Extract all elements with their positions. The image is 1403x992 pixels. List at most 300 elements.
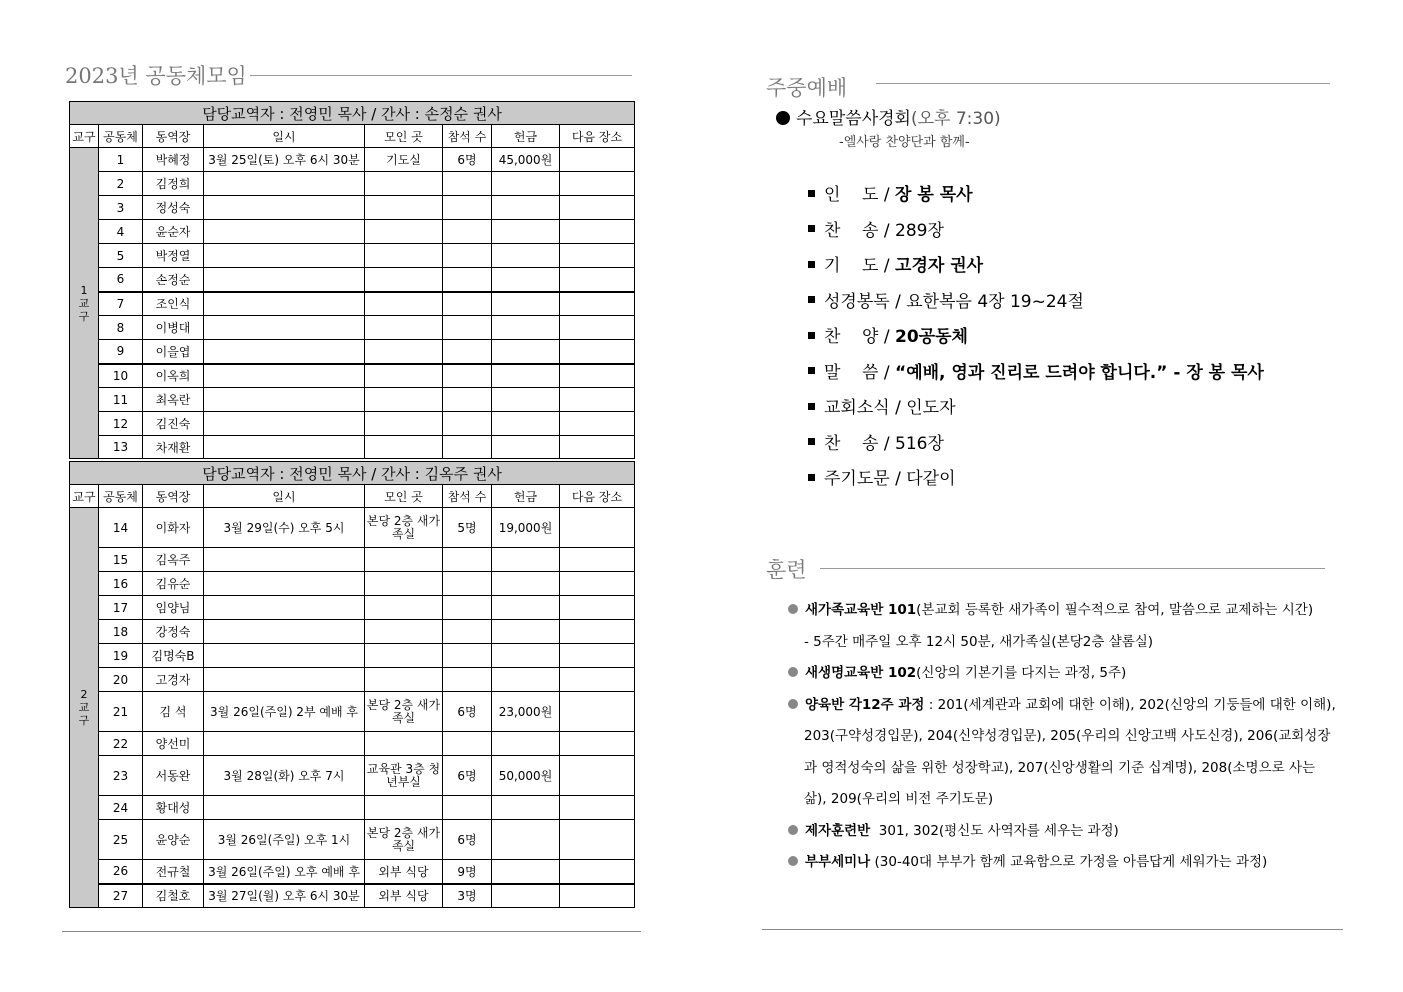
- next-place-cell: [560, 220, 635, 244]
- order-value: 289장: [895, 220, 944, 241]
- datetime-cell: 3월 26일(주일) 오후 예배 후: [204, 860, 365, 884]
- attendance-cell: [443, 172, 492, 196]
- leader-cell: 조인식: [143, 292, 204, 316]
- attendance-cell: [443, 644, 492, 668]
- training-line: [788, 690, 1336, 722]
- community-cell: 15: [99, 548, 143, 572]
- table-row: [70, 364, 635, 388]
- group2-title: 담당교역자 : 전영민 목사 / 간사 : 김옥주 권사: [70, 462, 635, 485]
- offering-cell: [492, 796, 560, 820]
- square-bullet-icon: [808, 261, 815, 268]
- attendance-cell: [443, 412, 492, 436]
- datetime-cell: [204, 436, 365, 459]
- offering-cell: [492, 596, 560, 620]
- attendance-cell: [443, 364, 492, 388]
- datetime-cell: [204, 196, 365, 220]
- training-line: [788, 721, 1331, 753]
- order-separator: /: [878, 220, 896, 241]
- order-value: 인도자: [906, 398, 956, 418]
- datetime-cell: 3월 28일(화) 오후 7시: [204, 756, 365, 796]
- region-label: 2 교 구: [70, 508, 99, 908]
- community-cell: 5: [99, 244, 143, 268]
- offering-cell: [492, 364, 560, 388]
- place-cell: [365, 572, 443, 596]
- table-row: [70, 644, 635, 668]
- datetime-cell: [204, 388, 365, 412]
- order-separator: /: [878, 433, 896, 454]
- leader-cell: 전규철: [143, 860, 204, 884]
- attendance-cell: [443, 548, 492, 572]
- attendance-cell: 5명: [443, 508, 492, 548]
- order-label: 말 씀: [824, 362, 879, 383]
- community-cell: 8: [99, 316, 143, 340]
- offering-cell: [492, 620, 560, 644]
- attendance-cell: [443, 340, 492, 364]
- offering-cell: [492, 220, 560, 244]
- place-cell: [365, 548, 443, 572]
- worship-order-item: [808, 322, 1264, 358]
- square-bullet-icon: [808, 190, 815, 197]
- order-value: 장 봉 목사: [895, 185, 973, 205]
- offering-cell: [492, 884, 560, 908]
- leader-cell: 이화자: [143, 508, 204, 548]
- attendance-cell: [443, 436, 492, 459]
- leader-cell: 김정희: [143, 172, 204, 196]
- community-cell: 2: [99, 172, 143, 196]
- place-cell: [365, 620, 443, 644]
- datetime-cell: [204, 220, 365, 244]
- next-place-cell: [560, 668, 635, 692]
- datetime-cell: [204, 340, 365, 364]
- square-bullet-icon: [808, 332, 815, 339]
- datetime-cell: [204, 548, 365, 572]
- order-label: 찬 송: [824, 433, 879, 454]
- leader-cell: 서동완: [143, 756, 204, 796]
- leader-cell: 고경자: [143, 668, 204, 692]
- community-cell: 3: [99, 196, 143, 220]
- attendance-cell: 6명: [443, 820, 492, 860]
- order-label: 교회소식: [824, 398, 890, 418]
- table-row: [70, 220, 635, 244]
- leader-cell: 차재환: [143, 436, 204, 459]
- offering-cell: [492, 316, 560, 340]
- place-cell: [365, 244, 443, 268]
- worship-section-title: 주중예배: [766, 76, 848, 100]
- datetime-cell: [204, 412, 365, 436]
- col-header-community: 공동체: [99, 485, 143, 508]
- leader-cell: 황대성: [143, 796, 204, 820]
- next-place-cell: [560, 388, 635, 412]
- leader-cell: 김옥주: [143, 548, 204, 572]
- worship-name: 수요말씀사경회: [796, 109, 911, 129]
- training-line: [788, 753, 1318, 785]
- leader-cell: 김명숙B: [143, 644, 204, 668]
- training-line: [788, 595, 1318, 627]
- worship-order-item: [808, 180, 1264, 216]
- next-place-cell: [560, 508, 635, 548]
- table-row: [70, 172, 635, 196]
- bullet-icon: [788, 667, 798, 677]
- col-header-leader: 동역장: [143, 485, 204, 508]
- order-label: 기 도: [824, 256, 879, 276]
- training-course-detail: 삶), 209(우리의 비전 주기도문): [804, 791, 994, 807]
- place-cell: 본당 2층 새가족실: [365, 692, 443, 732]
- training-line: [788, 847, 1318, 879]
- order-separator: /: [878, 256, 896, 276]
- training-section-title: 훈련: [766, 558, 807, 582]
- bullet-icon: [788, 856, 798, 866]
- training-course-name: 양육반 각12주 과정: [805, 696, 925, 713]
- table-row: [70, 548, 635, 572]
- attendance-cell: 6명: [443, 148, 492, 172]
- training-line: [788, 784, 1318, 816]
- datetime-cell: [204, 364, 365, 388]
- worship-title-rule: [876, 83, 1330, 84]
- attendance-cell: [443, 796, 492, 820]
- community-cell: 21: [99, 692, 143, 732]
- community-cell: 27: [99, 884, 143, 908]
- offering-cell: [492, 244, 560, 268]
- order-value: 20공동체: [895, 327, 968, 347]
- place-cell: 기도실: [365, 148, 443, 172]
- attendance-cell: [443, 596, 492, 620]
- table-row: [70, 340, 635, 364]
- place-cell: [365, 220, 443, 244]
- community-cell: 24: [99, 796, 143, 820]
- order-separator: /: [878, 327, 896, 347]
- next-place-cell: [560, 196, 635, 220]
- community-cell: 25: [99, 820, 143, 860]
- leader-cell: 박정열: [143, 244, 204, 268]
- offering-cell: [492, 436, 560, 459]
- region-label: 1 교 구: [70, 148, 99, 459]
- datetime-cell: 3월 26일(주일) 2부 예배 후: [204, 692, 365, 732]
- order-value: 516장: [895, 433, 944, 454]
- attendance-cell: [443, 292, 492, 316]
- datetime-cell: [204, 244, 365, 268]
- order-separator: /: [889, 398, 907, 418]
- worship-subtitle: -엘사랑 찬양단과 함께-: [839, 135, 970, 150]
- datetime-cell: [204, 796, 365, 820]
- leader-cell: 윤순자: [143, 220, 204, 244]
- community-cell: 13: [99, 436, 143, 459]
- square-bullet-icon: [808, 403, 815, 410]
- community-cell: 7: [99, 292, 143, 316]
- datetime-cell: [204, 268, 365, 292]
- leader-cell: 손정순: [143, 268, 204, 292]
- community-cell: 18: [99, 620, 143, 644]
- table-row: [70, 820, 635, 860]
- table-row: [70, 596, 635, 620]
- place-cell: [365, 436, 443, 459]
- order-value: “예배, 영과 진리로 드려야 합니다.” - 장 봉 목사: [895, 362, 1264, 383]
- next-place-cell: [560, 620, 635, 644]
- offering-cell: [492, 548, 560, 572]
- square-bullet-icon: [808, 438, 815, 445]
- col-header-community: 공동체: [99, 125, 143, 148]
- next-place-cell: [560, 860, 635, 884]
- offering-cell: 23,000원: [492, 692, 560, 732]
- place-cell: 본당 2층 새가족실: [365, 820, 443, 860]
- offering-cell: [492, 572, 560, 596]
- training-course-detail: - 5주간 매주일 오후 12시 50분, 새가족실(본당2층 샬롬실): [804, 633, 1154, 650]
- place-cell: [365, 388, 443, 412]
- worship-order-item: [808, 216, 1264, 252]
- leader-cell: 이병대: [143, 316, 204, 340]
- datetime-cell: [204, 668, 365, 692]
- order-label: 찬 양: [824, 327, 879, 347]
- place-cell: 외부 식당: [365, 884, 443, 908]
- community-cell: 16: [99, 572, 143, 596]
- next-place-cell: [560, 340, 635, 364]
- training-line: [788, 658, 1318, 690]
- next-place-cell: [560, 364, 635, 388]
- worship-block: [776, 104, 1001, 150]
- leader-cell: 양선미: [143, 732, 204, 756]
- datetime-cell: [204, 172, 365, 196]
- worship-order-item: [808, 393, 1264, 429]
- training-course-detail: : 201(세계관과 교회에 대한 이해), 202(신앙의 기둥들에 대한 이해),: [924, 696, 1336, 713]
- table-row: [70, 692, 635, 732]
- attendance-cell: [443, 220, 492, 244]
- place-cell: [365, 796, 443, 820]
- community-cell: 4: [99, 220, 143, 244]
- order-value: 요한복음 4장 19~24절: [906, 291, 1084, 312]
- training-course-detail: 203(구약성경입문), 204(신약성경입문), 205(우리의 신앙고백 사도신경), 206(교회성장: [804, 728, 1331, 744]
- offering-cell: [492, 860, 560, 884]
- order-separator: /: [878, 185, 896, 205]
- worship-order-item: [808, 287, 1264, 323]
- next-place-cell: [560, 732, 635, 756]
- next-place-cell: [560, 268, 635, 292]
- place-cell: [365, 596, 443, 620]
- col-header-region: 교구: [70, 125, 99, 148]
- attendance-cell: 6명: [443, 756, 492, 796]
- leader-cell: 이옥희: [143, 364, 204, 388]
- attendance-cell: [443, 388, 492, 412]
- offering-cell: [492, 340, 560, 364]
- offering-cell: [492, 668, 560, 692]
- training-course-detail: (본교회 등록한 새가족이 필수적으로 참여, 말씀으로 교제하는 시간): [916, 602, 1314, 618]
- worship-time: (오후 7:30): [910, 109, 1001, 129]
- square-bullet-icon: [808, 474, 815, 481]
- table-row: [70, 316, 635, 340]
- place-cell: 외부 식당: [365, 860, 443, 884]
- datetime-cell: 3월 27일(월) 오후 6시 30분: [204, 884, 365, 908]
- place-cell: [365, 316, 443, 340]
- next-place-cell: [560, 412, 635, 436]
- place-cell: [365, 340, 443, 364]
- offering-cell: 50,000원: [492, 756, 560, 796]
- order-label: 찬 송: [824, 220, 879, 241]
- attendance-cell: [443, 620, 492, 644]
- table-row: [70, 756, 635, 796]
- leader-cell: 강정숙: [143, 620, 204, 644]
- next-place-cell: [560, 692, 635, 732]
- place-cell: [365, 268, 443, 292]
- col-header-leader: 동역장: [143, 125, 204, 148]
- table-row: [70, 244, 635, 268]
- table-row: [70, 860, 635, 884]
- worship-order-list: [808, 180, 1264, 500]
- leader-cell: 박혜정: [143, 148, 204, 172]
- group1-table: [69, 101, 635, 459]
- place-cell: [365, 644, 443, 668]
- worship-order-item: [808, 251, 1264, 287]
- offering-cell: 45,000원: [492, 148, 560, 172]
- leader-cell: 김 석: [143, 692, 204, 732]
- leader-cell: 김유순: [143, 572, 204, 596]
- attendance-cell: 9명: [443, 860, 492, 884]
- next-place-cell: [560, 796, 635, 820]
- leader-cell: 김철호: [143, 884, 204, 908]
- table-row: [70, 508, 635, 548]
- community-cell: 23: [99, 756, 143, 796]
- attendance-cell: 3명: [443, 884, 492, 908]
- next-place-cell: [560, 548, 635, 572]
- community-cell: 6: [99, 268, 143, 292]
- next-place-cell: [560, 436, 635, 459]
- next-place-cell: [560, 756, 635, 796]
- community-cell: 10: [99, 364, 143, 388]
- next-place-cell: [560, 572, 635, 596]
- training-line: [788, 627, 1318, 659]
- col-header-region: 교구: [70, 485, 99, 508]
- order-label: 주기도문: [824, 469, 890, 489]
- community-cell: 14: [99, 508, 143, 548]
- place-cell: 본당 2층 새가족실: [365, 508, 443, 548]
- place-cell: [365, 668, 443, 692]
- training-line: [788, 816, 1318, 848]
- worship-heading: [776, 104, 1001, 129]
- bullet-icon: [788, 699, 798, 709]
- training-title-rule: [820, 568, 1325, 569]
- community-cell: 17: [99, 596, 143, 620]
- leader-cell: 임양님: [143, 596, 204, 620]
- datetime-cell: [204, 596, 365, 620]
- offering-cell: [492, 196, 560, 220]
- order-separator: /: [878, 362, 896, 383]
- training-course-name: 제자훈련반: [805, 822, 871, 839]
- community-cell: 26: [99, 860, 143, 884]
- offering-cell: [492, 172, 560, 196]
- attendance-cell: [443, 572, 492, 596]
- datetime-cell: 3월 26일(주일) 오후 1시: [204, 820, 365, 860]
- table-row: [70, 196, 635, 220]
- community-cell: 9: [99, 340, 143, 364]
- datetime-cell: [204, 644, 365, 668]
- table-row: [70, 388, 635, 412]
- place-cell: [365, 292, 443, 316]
- bullet-icon: [788, 825, 798, 835]
- bullet-icon: [788, 604, 798, 614]
- col-header-datetime: 일시: [204, 125, 365, 148]
- col-header-next-place: 다음 장소: [560, 485, 635, 508]
- square-bullet-icon: [808, 225, 815, 232]
- attendance-cell: [443, 316, 492, 340]
- place-cell: 교육관 3층 청년부실: [365, 756, 443, 796]
- group1-title: 담당교역자 : 전영민 목사 / 간사 : 손정순 권사: [70, 102, 635, 125]
- col-header-offering: 헌금: [492, 125, 560, 148]
- order-separator: /: [889, 469, 907, 489]
- offering-cell: [492, 292, 560, 316]
- order-label: 인 도: [824, 185, 879, 205]
- leader-cell: 최옥란: [143, 388, 204, 412]
- next-place-cell: [560, 644, 635, 668]
- leader-cell: 김진숙: [143, 412, 204, 436]
- left-bottom-rule: [62, 931, 641, 932]
- offering-cell: [492, 388, 560, 412]
- attendance-cell: [443, 244, 492, 268]
- place-cell: [365, 412, 443, 436]
- worship-order-item: [808, 429, 1264, 465]
- table-row: [70, 292, 635, 316]
- col-header-attendance: 참석 수: [443, 125, 492, 148]
- left-title-rule: [250, 75, 632, 76]
- training-course-detail: 301, 302(평신도 사역자를 세우는 과정): [870, 822, 1119, 839]
- place-cell: [365, 732, 443, 756]
- left-section-title: 2023년 공동체모임: [65, 64, 247, 88]
- attendance-cell: [443, 732, 492, 756]
- order-separator: /: [889, 291, 907, 312]
- col-header-next-place: 다음 장소: [560, 125, 635, 148]
- square-bullet-icon: [808, 296, 815, 303]
- offering-cell: 19,000원: [492, 508, 560, 548]
- next-place-cell: [560, 884, 635, 908]
- table-row: [70, 412, 635, 436]
- place-cell: [365, 196, 443, 220]
- datetime-cell: [204, 292, 365, 316]
- community-cell: 11: [99, 388, 143, 412]
- col-header-offering: 헌금: [492, 485, 560, 508]
- offering-cell: [492, 268, 560, 292]
- place-cell: [365, 364, 443, 388]
- offering-cell: [492, 412, 560, 436]
- training-course-detail: (30-40대 부부가 함께 교육함으로 가정을 아름답게 세워가는 과정): [870, 854, 1268, 870]
- group2-table: [69, 461, 635, 908]
- datetime-cell: [204, 732, 365, 756]
- training-course-name: 새생명교육반 102: [805, 665, 917, 681]
- table-row: [70, 436, 635, 459]
- attendance-cell: [443, 668, 492, 692]
- col-header-place: 모인 곳: [365, 125, 443, 148]
- table-row: [70, 732, 635, 756]
- community-cell: 1: [99, 148, 143, 172]
- table-row: [70, 884, 635, 908]
- training-course-detail: 과 영적성숙의 삶을 위한 성장학교), 207(신앙생활의 기준 십계명), 208(소명으로 사는: [804, 759, 1316, 776]
- next-place-cell: [560, 292, 635, 316]
- col-header-place: 모인 곳: [365, 485, 443, 508]
- order-value: 다같이: [906, 469, 956, 489]
- next-place-cell: [560, 148, 635, 172]
- next-place-cell: [560, 316, 635, 340]
- offering-cell: [492, 644, 560, 668]
- offering-cell: [492, 820, 560, 860]
- datetime-cell: 3월 29일(수) 오후 5시: [204, 508, 365, 548]
- table-row: [70, 620, 635, 644]
- training-course-name: 부부세미나: [805, 854, 871, 870]
- table-row: [70, 572, 635, 596]
- order-label: 성경봉독: [824, 291, 890, 312]
- datetime-cell: [204, 572, 365, 596]
- table-row: [70, 796, 635, 820]
- community-cell: 22: [99, 732, 143, 756]
- next-place-cell: [560, 244, 635, 268]
- attendance-cell: 6명: [443, 692, 492, 732]
- community-cell: 20: [99, 668, 143, 692]
- community-cell: 12: [99, 412, 143, 436]
- leader-cell: 윤양순: [143, 820, 204, 860]
